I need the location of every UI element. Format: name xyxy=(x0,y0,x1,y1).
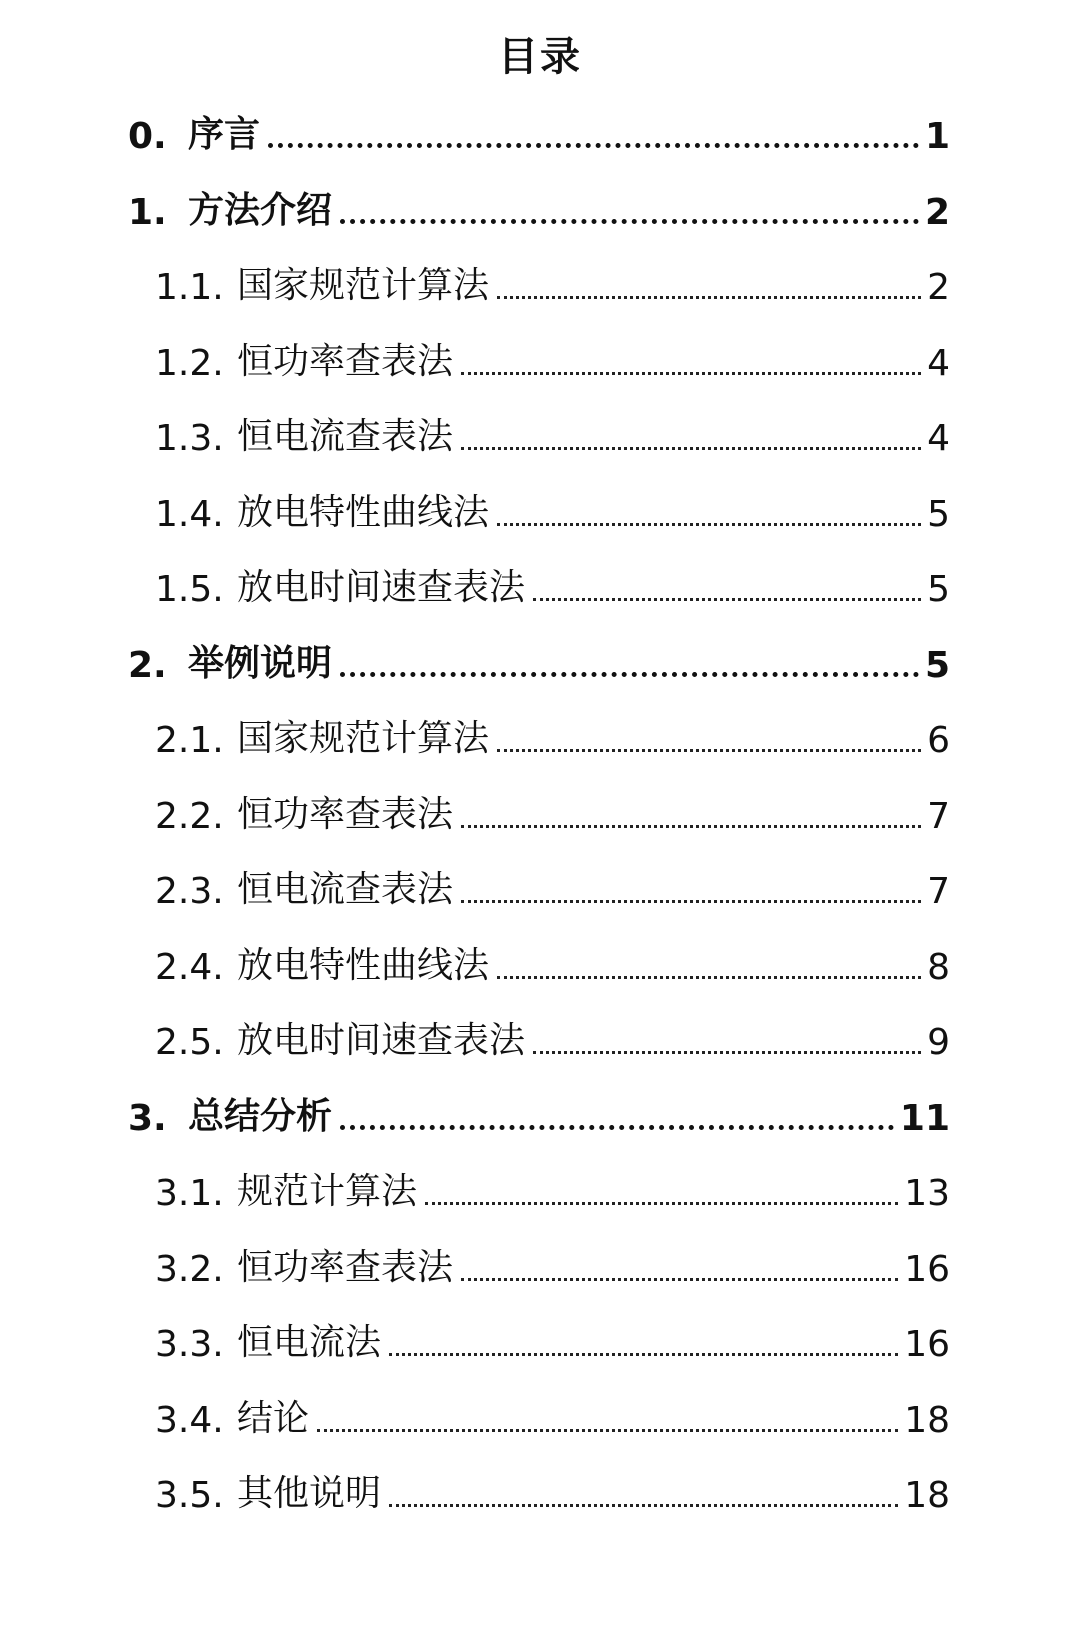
toc-entry-title: 恒电流查表法 xyxy=(237,416,454,457)
toc-dot-leader xyxy=(340,219,919,224)
toc-entry-number: 3. xyxy=(128,1097,167,1139)
toc-entry-page-number: 5 xyxy=(924,644,950,686)
toc-entry-number: 1.2. xyxy=(155,342,224,384)
toc-entry-title: 恒功率查表法 xyxy=(237,1246,454,1288)
toc-dot-leader xyxy=(497,976,921,979)
toc-entry-title: 举例说明 xyxy=(188,642,333,684)
toc-entry-page-number: 8 xyxy=(927,946,950,988)
toc-dot-leader xyxy=(533,1051,921,1054)
toc-entry-title: 规范计算法 xyxy=(237,1171,418,1212)
toc-entry[interactable] xyxy=(155,1305,950,1365)
toc-entry-page-number: 2 xyxy=(924,191,950,233)
toc-entry[interactable] xyxy=(155,1154,950,1214)
toc-entry-number: 2. xyxy=(128,644,167,686)
toc-dot-leader xyxy=(389,1353,898,1356)
toc-entry-title: 国家规范计算法 xyxy=(237,718,490,759)
toc-entry[interactable] xyxy=(155,701,950,761)
toc-entry-page-number: 5 xyxy=(927,569,950,610)
toc-entry-title: 放电特性曲线法 xyxy=(237,944,490,986)
toc-entry-number: 2.5. xyxy=(155,1022,224,1063)
toc-entry-title: 恒功率查表法 xyxy=(237,340,454,382)
toc-dot-leader xyxy=(461,900,921,903)
toc-entry-title: 国家规范计算法 xyxy=(237,265,490,306)
toc-entry[interactable] xyxy=(155,324,950,384)
toc-entry-page-number: 16 xyxy=(904,1324,950,1365)
toc-entry-number: 3.2. xyxy=(155,1248,224,1290)
toc-entry[interactable] xyxy=(155,1003,950,1063)
toc-entry-title: 恒电流查表法 xyxy=(237,869,454,910)
toc-dot-leader xyxy=(389,1504,898,1507)
toc-entry-page-number: 2 xyxy=(927,267,950,308)
toc-entry[interactable] xyxy=(128,626,950,686)
toc-entry-title: 放电特性曲线法 xyxy=(237,491,490,533)
toc-entry-page-number: 18 xyxy=(904,1475,950,1516)
toc-dot-leader xyxy=(497,523,921,526)
toc-entry-number: 3.1. xyxy=(155,1173,224,1214)
toc-dot-leader xyxy=(425,1202,898,1205)
toc-entry-page-number: 9 xyxy=(927,1022,950,1063)
toc-entry-number: 2.2. xyxy=(155,795,224,837)
toc-entry[interactable] xyxy=(155,1381,950,1441)
toc-entry-number: 1.4. xyxy=(155,493,224,535)
toc-entry[interactable] xyxy=(128,173,950,233)
toc-entry-title: 结论 xyxy=(237,1397,310,1439)
toc-entry-title: 放电时间速查表法 xyxy=(237,1020,526,1061)
toc-entry-number: 2.4. xyxy=(155,946,224,988)
toc-entry[interactable] xyxy=(155,852,950,912)
toc-entry[interactable] xyxy=(155,550,950,610)
toc-entry-title: 其他说明 xyxy=(237,1473,382,1514)
toc-dot-leader xyxy=(533,598,921,601)
toc-entry-number: 1. xyxy=(128,191,167,233)
toc-entry[interactable] xyxy=(155,475,950,535)
toc-entry-page-number: 5 xyxy=(927,493,950,535)
toc-entry-title: 放电时间速查表法 xyxy=(237,567,526,608)
toc-entry-number: 3.3. xyxy=(155,1324,224,1365)
toc-dot-leader xyxy=(497,296,921,299)
toc-entry-number: 3.5. xyxy=(155,1475,224,1516)
toc-dot-leader xyxy=(461,825,921,828)
toc-dot-leader xyxy=(317,1429,898,1432)
toc-entry-page-number: 4 xyxy=(927,418,950,459)
toc-entry-page-number: 7 xyxy=(927,795,950,837)
toc-dot-leader xyxy=(340,1125,894,1130)
toc-entry-title: 方法介绍 xyxy=(188,189,333,231)
toc-entry-number: 1.5. xyxy=(155,569,224,610)
toc-entry-page-number: 1 xyxy=(924,116,950,157)
toc-entry-page-number: 13 xyxy=(904,1173,950,1214)
toc-entry[interactable] xyxy=(155,1230,950,1290)
toc-entry-number: 2.3. xyxy=(155,871,224,912)
toc-entry[interactable] xyxy=(155,1456,950,1516)
toc-entry-title: 序言 xyxy=(188,114,261,155)
toc-entry-number: 3.4. xyxy=(155,1399,224,1441)
toc-entry-title: 总结分析 xyxy=(188,1095,333,1137)
toc-entry-page-number: 16 xyxy=(904,1248,950,1290)
toc-entry-page-number: 4 xyxy=(927,342,950,384)
toc-entry-title: 恒功率查表法 xyxy=(237,793,454,835)
toc-entry-page-number: 18 xyxy=(904,1399,950,1441)
toc-entry[interactable] xyxy=(128,97,950,157)
toc-entry[interactable] xyxy=(155,928,950,988)
toc-entry-number: 2.1. xyxy=(155,720,224,761)
toc-entry[interactable] xyxy=(128,1079,950,1139)
toc-entry-page-number: 7 xyxy=(927,871,950,912)
toc-entry-page-number: 11 xyxy=(899,1097,950,1139)
toc-dot-leader xyxy=(461,447,921,450)
toc-dot-leader xyxy=(340,672,919,677)
toc-entry-page-number: 6 xyxy=(927,720,950,761)
toc-entry-number: 1.3. xyxy=(155,418,224,459)
toc-entry-title: 恒电流法 xyxy=(237,1322,382,1363)
toc-entry[interactable] xyxy=(155,248,950,308)
toc-entry-number: 0. xyxy=(128,116,167,157)
toc-dot-leader xyxy=(461,372,921,375)
toc-entry[interactable] xyxy=(155,399,950,459)
toc-entry-number: 1.1. xyxy=(155,267,224,308)
toc-dot-leader xyxy=(268,143,919,148)
toc-dot-leader xyxy=(497,749,921,752)
toc-dot-leader xyxy=(461,1278,898,1281)
toc-title: 目录 xyxy=(498,34,582,80)
toc-entry[interactable] xyxy=(155,777,950,837)
